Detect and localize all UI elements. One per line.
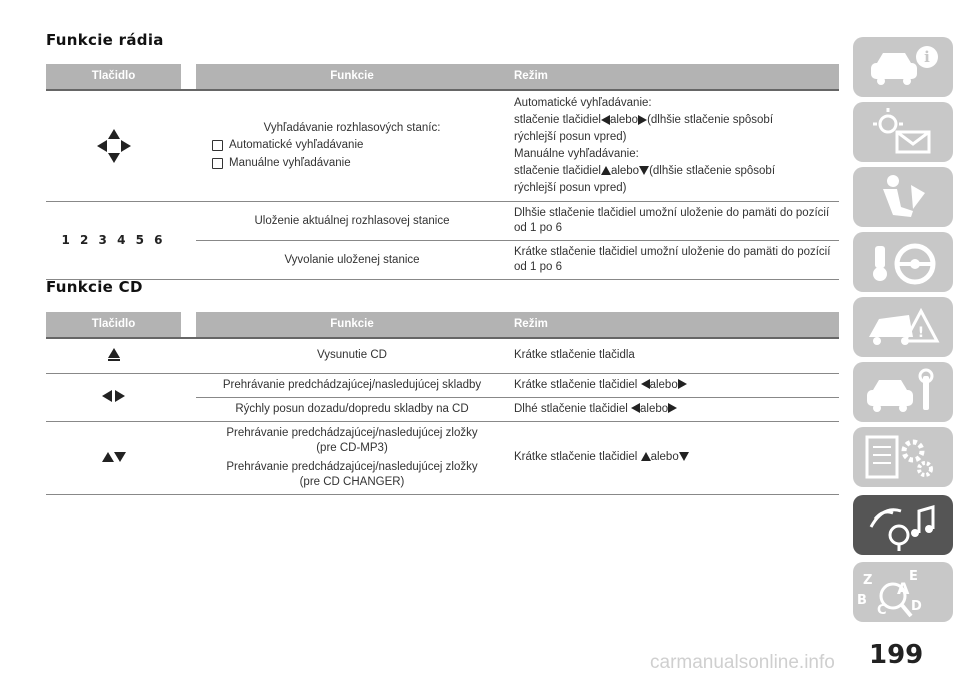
table-row: Prehrávanie predchádzajúcej/nasledujúcej zložky (pre CD-MP3) Prehrávanie predchádzajúcej/nasledujúcej zložky (pre CD CHANGER) Krátke stlačenie tlačidiel alebo (46, 421, 839, 494)
key-steering-icon (853, 232, 953, 292)
svg-text:E: E (909, 569, 918, 584)
cd-table-header: Tlačidlo Funkcie Režim (46, 312, 839, 338)
arrow-down-icon (114, 452, 126, 462)
table-row: Vysunutie CD Krátke stlačenie tlačidla (46, 338, 839, 373)
arrow-cross-icon (46, 90, 181, 202)
sidebar-item-starting-driving[interactable] (853, 232, 953, 292)
arrow-down-icon (639, 166, 649, 175)
arrow-left-icon (102, 390, 112, 402)
sidebar-item-warning-lights[interactable] (853, 102, 953, 162)
table-row: 1 2 3 4 5 6 Uloženie aktuálnej rozhlasovej stanice Dlhšie stlačenie tlačidiel umožní uloženie do pamäti do pozícií od 1 po 6 (46, 202, 839, 241)
arrow-up-icon (108, 129, 120, 139)
sidebar-item-maintenance[interactable] (853, 362, 953, 422)
svg-text:Z: Z (863, 573, 873, 588)
cd-table (46, 312, 839, 495)
table-row: Rýchly posun dozadu/dopredu skladby na CD Dlhé stlačenie tlačidiel alebo (46, 397, 839, 421)
car-service-icon (853, 362, 953, 422)
arrow-right-icon (638, 115, 647, 125)
sidebar-item-index[interactable] (853, 562, 953, 622)
arrow-down-icon (108, 153, 120, 163)
page-number: 199 (869, 640, 924, 670)
car-info-icon (853, 37, 953, 97)
multimedia-music-icon (853, 495, 953, 555)
header-function: Funkcie (196, 64, 508, 90)
arrow-up-icon (601, 166, 611, 175)
emergency-icon (853, 297, 953, 357)
cd-section-title: Funkcie CD (46, 278, 143, 296)
arrow-left-icon (97, 140, 107, 152)
list-item: Automatické vyhľadávanie (202, 138, 502, 153)
list-item: Manuálne vyhľadávanie (202, 156, 502, 171)
function-title: Vyhľadávanie rozhlasových staníc: (263, 122, 441, 134)
sidebar-item-safety[interactable] (853, 167, 953, 227)
sidebar-item-multimedia[interactable] (853, 495, 953, 555)
preset-buttons-label: 1 2 3 4 5 6 (61, 232, 166, 247)
specs-gear-icon (853, 427, 953, 487)
arrow-down-icon (679, 452, 689, 461)
watermark: carmanualsonline.info (650, 652, 835, 673)
arrow-up-icon (641, 452, 651, 461)
arrow-right-icon (115, 390, 125, 402)
alphabet-index-icon (853, 562, 953, 622)
arrow-left-icon (631, 403, 640, 413)
table-row: Prehrávanie predchádzajúcej/nasledujúcej skladby Krátke stlačenie tlačidiel alebo (46, 373, 839, 397)
arrow-up-icon (102, 452, 114, 462)
sidebar-item-car-info[interactable] (853, 37, 953, 97)
sidebar-item-technical-data[interactable] (853, 427, 953, 487)
header-mode: Režim (508, 64, 839, 90)
sidebar-item-emergency[interactable] (853, 297, 953, 357)
arrow-left-icon (601, 115, 610, 125)
arrow-right-icon (678, 379, 687, 389)
radio-table-header (46, 64, 839, 90)
arrow-right-icon (668, 403, 677, 413)
svg-text:i: i (924, 48, 930, 66)
svg-text:B: B (857, 593, 867, 608)
checkbox-bullet-icon (212, 158, 223, 169)
table-row: Vyhľadávanie rozhlasových staníc: Automatické vyhľadávanie Manuálne vyhľadávanie Automatické vyhľadávanie: stlačenie tlačidiel alebo (dlhšie stlačenie spôsobí rýchlejší posun vpred) Manuálne vyhľadávanie: stlačenie tlačidiel alebo (dlhšie stlačenie spôsobí rýchlejší posun vpred) (46, 90, 839, 202)
header-button: Tlačidlo (46, 64, 181, 90)
svg-text:D: D (911, 599, 922, 614)
svg-text:C: C (877, 603, 887, 618)
arrow-right-icon (121, 140, 131, 152)
airbag-seat-icon (853, 167, 953, 227)
arrow-left-icon (641, 379, 650, 389)
svg-text:A: A (897, 579, 910, 598)
warning-light-icon (853, 102, 953, 162)
radio-table (46, 64, 839, 280)
eject-icon (108, 348, 120, 361)
checkbox-bullet-icon (212, 140, 223, 151)
table-row: Vyvolanie uloženej stanice Krátke stlačenie tlačidiel umožní uloženie do pamäti do pozícií od 1 po 6 (46, 241, 839, 280)
svg-text:!: ! (917, 325, 925, 341)
radio-section-title: Funkcie rádia (46, 31, 164, 49)
